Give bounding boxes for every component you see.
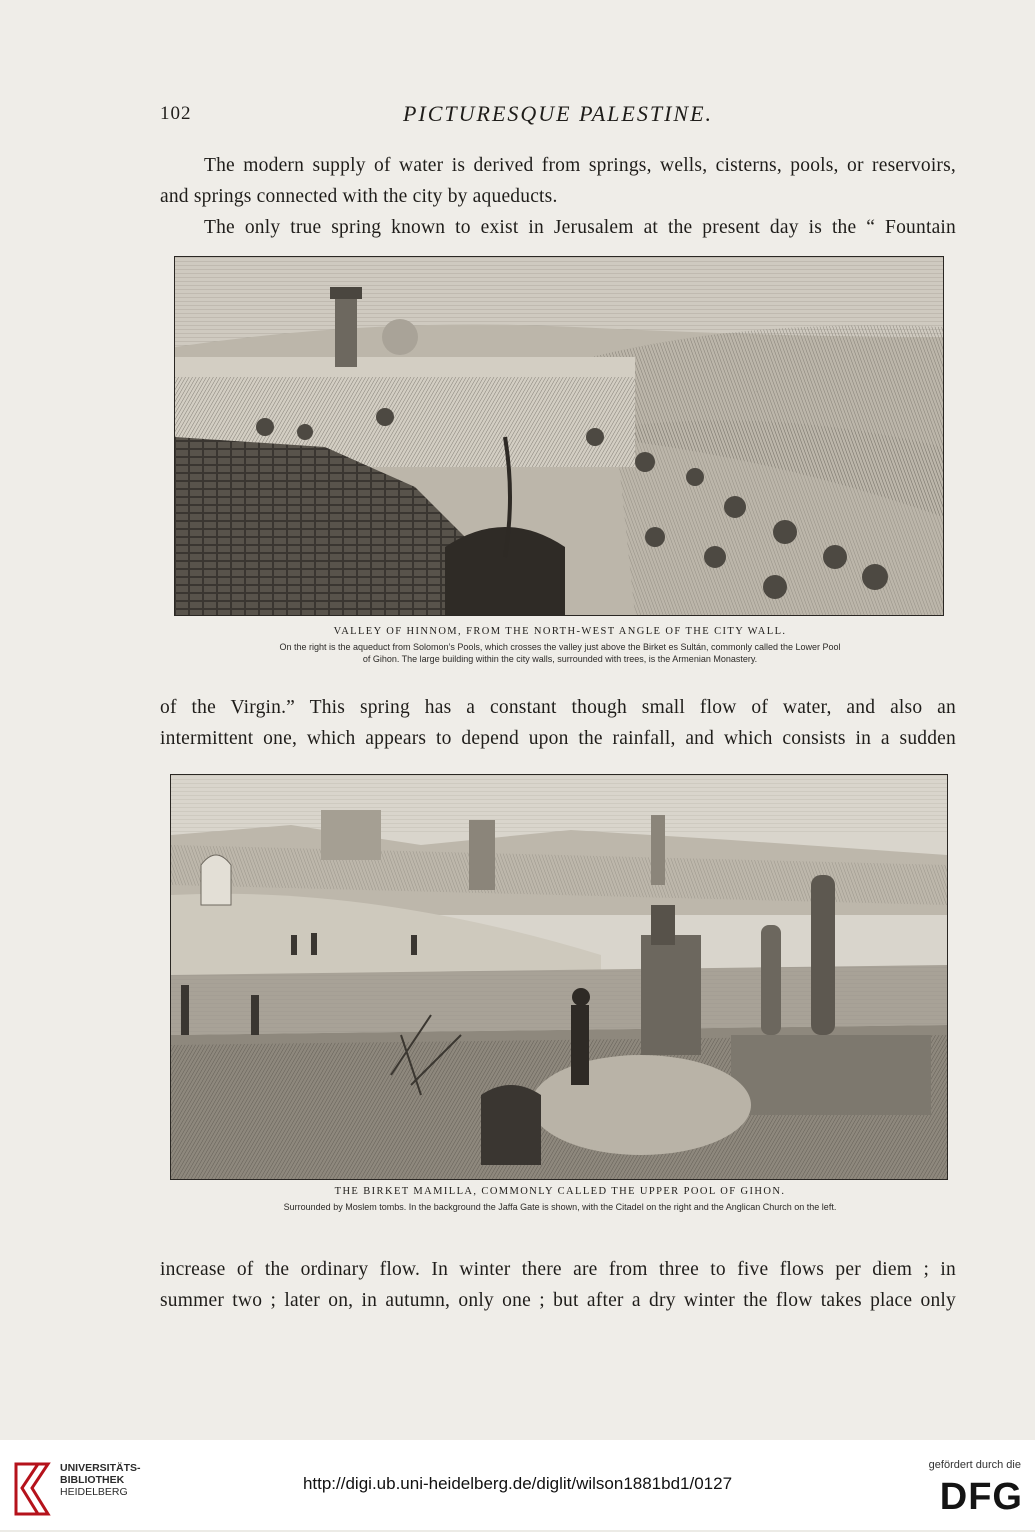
figure-valley-of-hinnom	[160, 254, 960, 674]
text-line: intermittent one, which appears to depend upon the rainfall, and which consists in a sudden	[160, 728, 956, 749]
dfg-logo: DFG	[939, 1476, 1023, 1518]
text-line: summer two ; later on, in autumn, only one ; but after a dry winter the flow takes place only	[160, 1290, 956, 1311]
text-line: The modern supply of water is derived from springs, wells, cisterns, pools, or reservoirs,	[204, 155, 956, 176]
paragraph-3	[160, 692, 956, 754]
figure1-caption-line2: of Gihon. The large building within the city walls, surrounded with trees, is the Armenian Monastery.	[362, 654, 758, 664]
engraving-valley-of-hinnom	[174, 256, 944, 616]
paragraph-4	[160, 1254, 956, 1316]
engraving-illustration	[171, 775, 947, 1179]
figure1-title: VALLEY OF HINNOM, FROM THE NORTH-WEST ANGLE OF THE CITY WALL.	[333, 626, 787, 637]
funded-by-label: gefördert durch die	[928, 1459, 1021, 1471]
figure2-title: THE BIRKET MAMILLA, COMMONLY CALLED THE UPPER POOL OF GIHON.	[334, 1186, 786, 1197]
text-line: increase of the ordinary flow. In winter there are from three to five flows per diem ; in	[160, 1259, 956, 1280]
text-line: The only true spring known to exist in Jerusalem at the present day is the “ Fountain	[204, 217, 956, 238]
figure-birket-mamilla	[160, 772, 960, 1532]
paragraph-1	[160, 150, 956, 212]
institution-line1: UNIVERSITÄTS-	[60, 1462, 141, 1474]
institution-line2: BIBLIOTHEK	[60, 1474, 125, 1486]
source-url-link[interactable]: http://digi.ub.uni-heidelberg.de/diglit/wilson1881bd1/0127	[302, 1474, 733, 1493]
text-line: and springs connected with the city by aqueducts.	[160, 186, 558, 207]
engraving-illustration	[175, 257, 943, 615]
text-line: of the Virgin.” This spring has a constant though small flow of water, and also an	[160, 697, 956, 718]
institution-line3: HEIDELBERG	[60, 1486, 128, 1498]
page-number: 102	[160, 103, 192, 124]
paragraph-2	[160, 212, 956, 243]
engraving-birket-mamilla	[170, 774, 948, 1180]
figure2-caption: Surrounded by Moslem tombs. In the background the Jaffa Gate is shown, with the Citadel on the right and the Anglican Church on the left.	[283, 1202, 837, 1212]
figure1-caption-line1: On the right is the aqueduct from Solomon’s Pools, which crosses the valley just above the Birket es Sultán, commonly called the Lower Pool	[279, 642, 841, 652]
running-title: PICTURESQUE PALESTINE.	[402, 101, 714, 126]
page-header	[160, 103, 956, 131]
